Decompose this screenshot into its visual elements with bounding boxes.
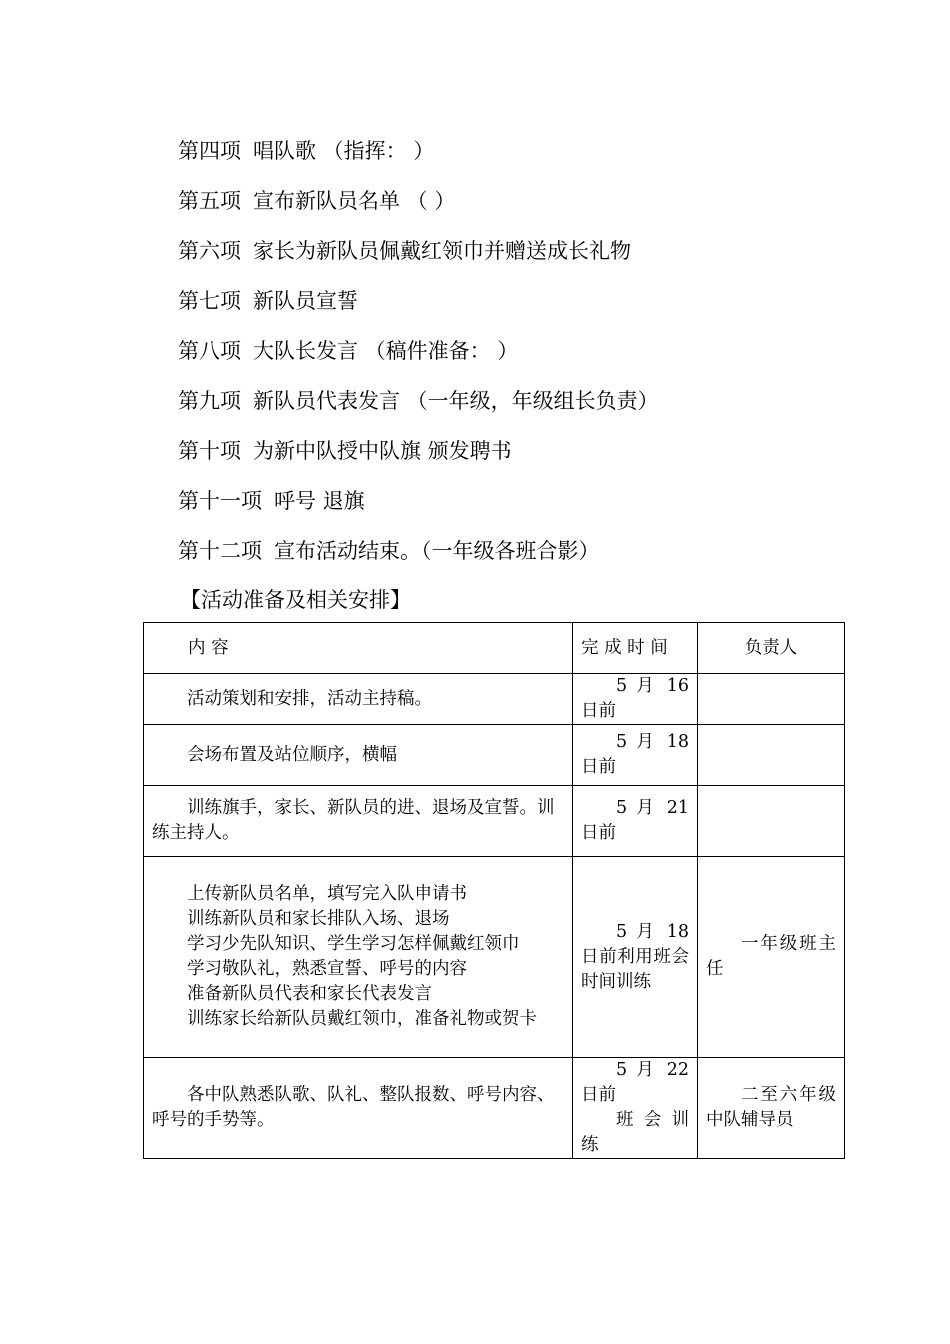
table-header-row	[144, 623, 845, 674]
content-line: 训练家长给新队员戴红领巾，准备礼物或贺卡	[187, 1009, 537, 1029]
row-content	[144, 786, 573, 857]
header-owner: 负责人	[698, 623, 845, 674]
program-item-text: 呼号 退旗	[274, 489, 365, 513]
program-item-text: 新队员代表发言 （一年级，年级组长负责）	[253, 389, 659, 413]
program-item-6	[178, 234, 659, 284]
program-item-text: 新队员宣誓	[253, 289, 358, 313]
program-item-5	[178, 184, 659, 234]
program-item-7	[178, 284, 659, 334]
program-item-number: 第五项	[178, 189, 241, 213]
program-item-number: 第九项	[178, 389, 241, 413]
table-row	[144, 725, 845, 786]
row-owner: 二至六年级中队辅导员	[698, 1058, 845, 1159]
table-row	[144, 857, 845, 1058]
content-line: 学习少先队知识、学生学习怎样佩戴红领巾	[187, 934, 520, 954]
header-content: 内 容	[144, 623, 573, 674]
row-content	[144, 674, 573, 725]
header-time: 完 成 时 间	[573, 623, 698, 674]
row-owner: 一年级班主任	[698, 857, 845, 1058]
content-line: 学习敬队礼，熟悉宣誓、呼号的内容	[187, 959, 467, 979]
program-item-text: 为新中队授中队旗 颁发聘书	[253, 439, 512, 463]
program-item-11	[178, 484, 659, 534]
content-line: 各中队熟悉队歌、队礼、整队报数、呼号内容、呼号的手势等。	[152, 1085, 555, 1130]
program-item-text: 唱队歌 （指挥： ）	[253, 139, 435, 163]
program-item-number: 第六项	[178, 239, 241, 263]
row-time: 5 月 21 日前	[573, 786, 698, 857]
content-line: 准备新队员代表和家长代表发言	[187, 984, 432, 1004]
program-item-number: 第七项	[178, 289, 241, 313]
content-line: 活动策划和安排，活动主持稿。	[187, 688, 432, 709]
row-content	[144, 725, 573, 786]
program-item-4	[178, 134, 659, 184]
time-line: 班 会 训 练	[581, 1110, 689, 1155]
content-line: 训练旗手，家长、新队员的进、退场及宣誓。训练主持人。	[152, 798, 555, 843]
program-item-12	[178, 534, 659, 584]
program-item-10	[178, 434, 659, 484]
section-heading: 【活动准备及相关安排】	[180, 588, 411, 612]
table-row	[144, 674, 845, 725]
row-time	[573, 1058, 698, 1159]
table-row	[144, 786, 845, 857]
content-line: 训练新队员和家长排队入场、退场	[187, 909, 450, 929]
program-item-number: 第十项	[178, 439, 241, 463]
arrangement-table	[143, 622, 845, 1159]
program-item-9	[178, 384, 659, 434]
time-line: 5 月 22 日前	[581, 1060, 689, 1105]
row-time: 5 月 18 日前利用班会时间训练	[573, 857, 698, 1058]
program-item-text: 家长为新队员佩戴红领巾并赠送成长礼物	[253, 239, 631, 263]
program-item-text: 大队长发言 （稿件准备： ）	[253, 339, 519, 363]
program-item-8	[178, 334, 659, 384]
program-item-text: 宣布新队员名单 （ ）	[253, 189, 456, 213]
row-owner	[698, 674, 845, 725]
program-item-text: 宣布活动结束。（一年级各班合影）	[274, 539, 600, 563]
row-content	[144, 857, 573, 1058]
table-row	[144, 1058, 845, 1159]
row-owner	[698, 786, 845, 857]
content-line: 会场布置及站位顺序，横幅	[187, 744, 397, 765]
program-item-number: 第四项	[178, 139, 241, 163]
ceremony-program-list	[178, 134, 659, 584]
program-item-number: 第十一项	[178, 489, 262, 513]
row-time: 5 月 16 日前	[573, 674, 698, 725]
row-owner	[698, 725, 845, 786]
content-line: 上传新队员名单，填写完入队申请书	[187, 884, 467, 904]
row-time: 5 月 18 日前	[573, 725, 698, 786]
program-item-number: 第十二项	[178, 539, 262, 563]
program-item-number: 第八项	[178, 339, 241, 363]
row-content	[144, 1058, 573, 1159]
